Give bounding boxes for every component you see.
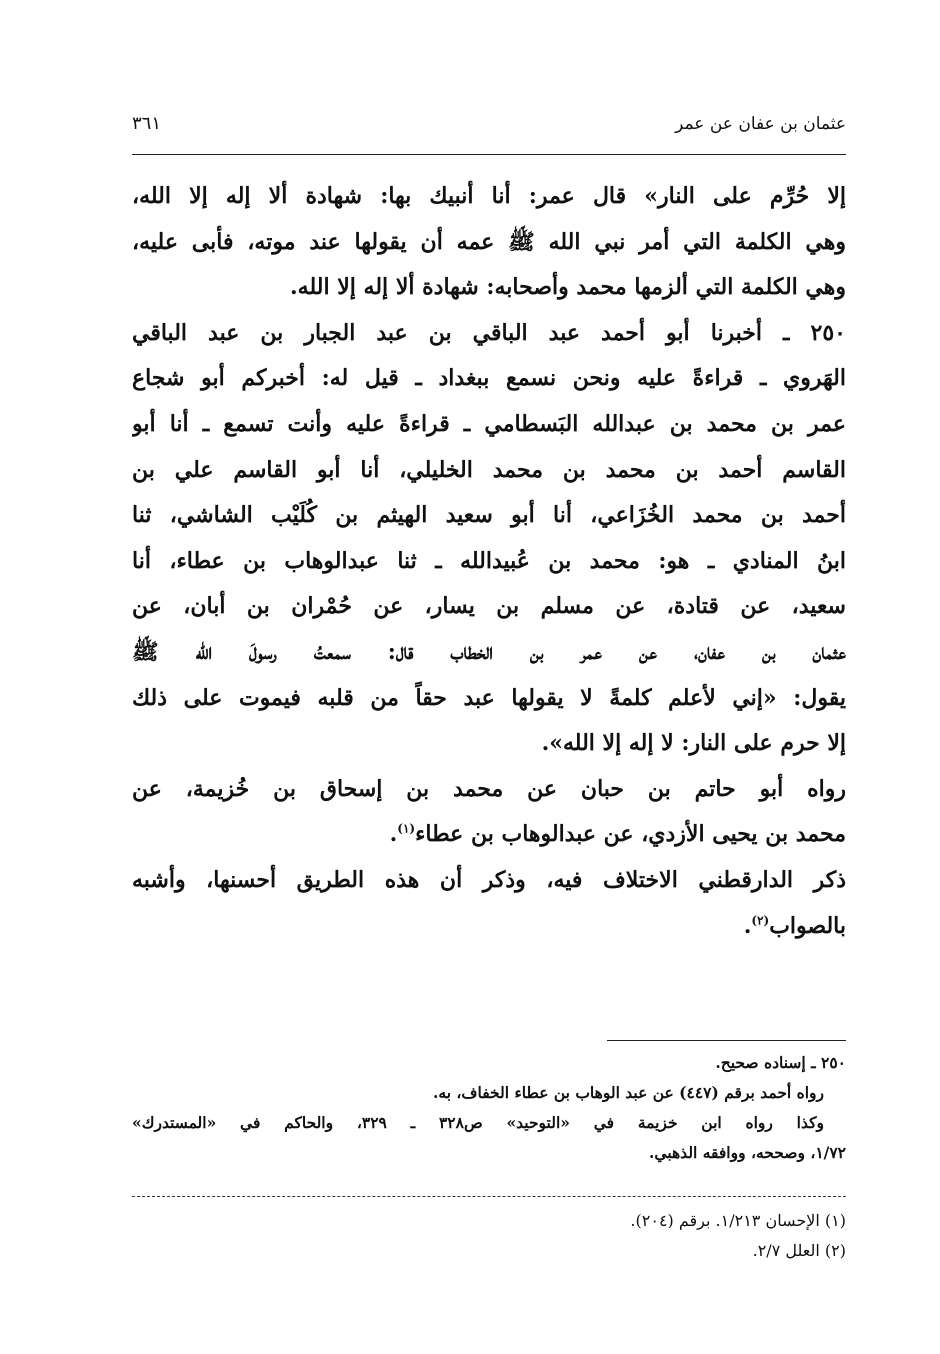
text-line: الهَروي ـ قراءةً عليه ونحن نسمع ببغداد ـ قيل له: أخبركم أبو شجاع [132, 365, 846, 392]
notes-rule [607, 1040, 846, 1041]
text-line-content: بالصواب [769, 912, 846, 939]
page-number: ٣٦١ [132, 113, 162, 134]
takhrij-notes [132, 1048, 846, 1168]
text-line [132, 812, 846, 858]
running-head [132, 104, 846, 144]
text-line: إلا حُرِّم على النار» قال عمر: أنا أنبيك بها: شهادة ألا إله إلا الله، [132, 183, 846, 209]
punctuation: . [389, 821, 398, 848]
text-line: وهي الكلمة التي أمر نبي الله ﷺ عمه أن يقولها عند موته، فأبى عليه، [132, 228, 846, 255]
text-line: ذكر الدارقطني الاختلاف فيه، وذكر أن هذه الطريق أحسنها، وأشبه [132, 866, 846, 893]
footnote-1: (١) الإحسان ١/٢١٣. برقم (٢٠٤). [630, 1211, 846, 1230]
text-line: عثمان بن عفان، عن عمر بن الخطاب قال: سمعتُ رسولَ الله ﷺ [132, 638, 846, 665]
text-line: رواه أبو حاتم بن حبان عن محمد بن إسحاق بن خُزيمة، عن [132, 775, 846, 802]
note-line: وكذا رواه ابن خزيمة في «التوحيد» ص٣٢٨ ـ ٣٢٩، والحاكم في «المستدرك» [132, 1113, 824, 1132]
text-line: سعيد، عن قتادة، عن مسلم بن يسار، عن حُمْران بن أبان، عن [132, 593, 846, 620]
text-line: أحمد بن محمد الخُزَاعي، أنا أبو سعيد الهيثم بن كُلَيْب الشاشي، ثنا [132, 502, 846, 529]
note-line: ١/٧٢، وصححه، ووافقه الذهبي. [649, 1143, 846, 1162]
punctuation: . [743, 912, 752, 939]
main-text [132, 174, 846, 949]
text-line: إلا حرم على النار: لا إله إلا الله». [541, 730, 846, 757]
text-line: ٢٥٠ ـ أخبرنا أبو أحمد عبد الباقي بن عبد الجبار بن عبد الباقي [132, 319, 846, 346]
text-line: عمر بن محمد بن عبدالله البَسطامي ـ قراءةً عليه وأنت تسمع ـ أنا أبو [132, 410, 846, 437]
footnote-ref-2: (٢) [751, 913, 770, 928]
header-rule [132, 154, 846, 155]
running-title: عثمان بن عفان عن عمر [675, 114, 846, 134]
footnote-separator [132, 1196, 846, 1197]
footnotes [132, 1206, 846, 1266]
footnote-ref-1: (١) [397, 821, 416, 836]
footnote-2: (٢) العلل ٢/٧. [752, 1241, 846, 1260]
text-line: يقول: «إني لأعلم كلمةً لا يقولها عبد حقاً من قلبه فيموت على ذلك [132, 684, 846, 711]
text-line: وهي الكلمة التي ألزمها محمد وأصحابه: شهادة ألا إله إلا الله. [290, 274, 846, 301]
note-heading: ٢٥٠ ـ إسناده صحيح. [715, 1053, 846, 1072]
text-line [132, 904, 846, 950]
note-line: رواه أحمد برقم (٤٤٧) عن عبد الوهاب بن عطاء الخفاف، به. [432, 1083, 824, 1102]
text-line: القاسم أحمد بن محمد بن محمد الخليلي، أنا أبو القاسم علي بن [132, 456, 846, 483]
text-line: ابنُ المنادي ـ هو: محمد بن عُبيدالله ـ ثنا عبدالوهاب بن عطاء، أنا [132, 547, 846, 574]
text-line-content: محمد بن يحيى الأزدي، عن عبدالوهاب بن عطاء [415, 821, 846, 848]
